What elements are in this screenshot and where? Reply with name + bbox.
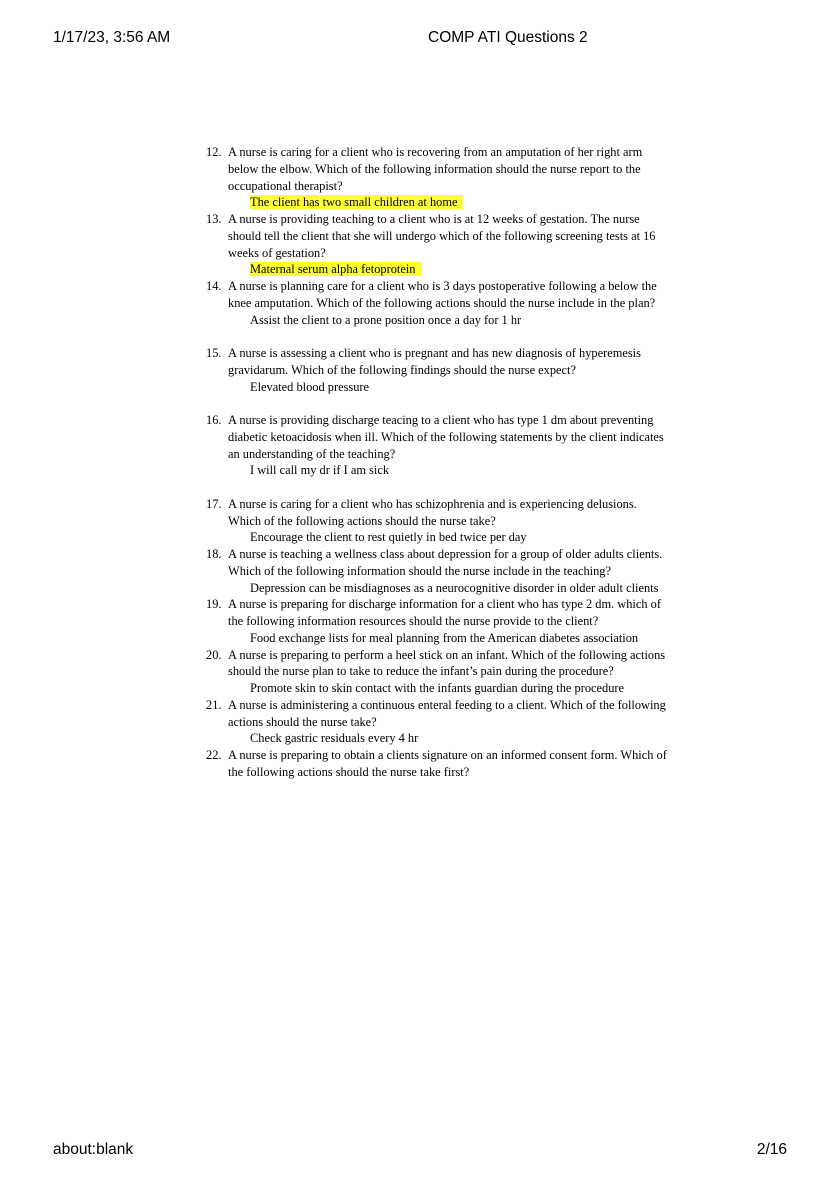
answer-17 [186, 529, 670, 546]
question-number: 14. [206, 279, 222, 293]
question-number: 21. [206, 697, 222, 712]
answer-text: Encourage the client to rest quietly in bed twice per day [250, 530, 527, 545]
question-number: 19. [206, 597, 222, 612]
question-text: A nurse is planning care for a client who is 3 days postoperative following a below the knee amputation. Which of the following actions should the nurse include in the plan? [228, 279, 657, 310]
page-url: about:blank [53, 1141, 134, 1158]
answer-13 [186, 261, 670, 278]
question-text: A nurse is administering a continuous enteral feeding to a client. Which of the following actions should the nurse take? [228, 697, 666, 729]
question-14 [186, 278, 670, 312]
answer-text: Food exchange lists for meal planning from the American diabetes association [250, 630, 639, 645]
question-text: A nurse is preparing for discharge information for a client who has type 2 dm. which of the following information resources should the nurse provide to the client? [228, 597, 661, 628]
question-text: A nurse is teaching a wellness class about depression for a group of older adults clients. Which of the following information should the nurse include in the teaching? [228, 547, 663, 578]
answer-text-highlighted: The client has two small children at home [250, 195, 463, 209]
answer-text: Promote skin to skin contact with the infants guardian during the procedure [250, 681, 625, 695]
print-datetime: 1/17/23, 3:56 AM [53, 29, 171, 46]
question-text: A nurse is preparing to perform a heel stick on an infant. Which of the following actions should the nurse plan to take to reduce the infant’s pain during the procedure? [228, 647, 666, 679]
question-15 [186, 345, 670, 379]
answer-text: Assist the client to a prone position once a day for 1 hr [250, 312, 522, 327]
question-number: 15. [206, 346, 222, 360]
question-21 [186, 697, 670, 731]
question-17 [186, 496, 670, 530]
question-text: A nurse is providing teaching to a client who is at 12 weeks of gestation. The nurse should tell the client that she will undergo which of the following screening tests at 16 weeks of gestation? [228, 212, 656, 260]
question-number: 18. [206, 547, 222, 561]
answer-19 [186, 630, 670, 647]
question-19 [186, 596, 670, 630]
answer-21 [186, 730, 670, 747]
blank-line [186, 395, 670, 412]
question-18 [186, 546, 670, 580]
question-12 [186, 144, 670, 194]
question-number: 22. [206, 748, 222, 762]
document-title: COMP ATI Questions 2 [428, 29, 588, 46]
answer-16 [186, 462, 670, 479]
question-text: A nurse is preparing to obtain a clients signature on an informed consent form. Which of the following actions should the nurse take first? [228, 748, 667, 779]
question-16 [186, 412, 670, 462]
answer-text: Elevated blood pressure [250, 379, 370, 394]
page-number: 2/16 [756, 1141, 787, 1158]
question-text: A nurse is caring for a client who is recovering from an amputation of her right arm below the elbow. Which of the following information should the nurse report to the occupational therapist? [228, 145, 643, 193]
answer-12 [186, 194, 670, 211]
answer-20 [186, 680, 670, 697]
answer-15 [186, 379, 670, 396]
question-text: A nurse is caring for a client who has schizophrenia and is experiencing delusions. Which of the following actions should the nurse take? [228, 496, 637, 528]
question-text: A nurse is providing discharge teacing to a client who has type 1 dm about preventing diabetic ketoacidosis when ill. Which of the following statements by the client indicates an understanding of the teaching? [228, 413, 664, 461]
question-number: 17. [206, 496, 222, 511]
answer-18 [186, 580, 670, 597]
question-number: 20. [206, 647, 222, 662]
answer-text: Check gastric residuals every 4 hr [250, 731, 419, 746]
question-number: 16. [206, 413, 222, 427]
answer-text: I will call my dr if I am sick [250, 463, 390, 478]
answer-text: Depression can be misdiagnoses as a neurocognitive disorder in older adult clients [250, 580, 659, 595]
question-text: A nurse is assessing a client who is pregnant and has new diagnosis of hyperemesis gravidarum. Which of the following findings should the nurse expect? [228, 346, 641, 377]
blank-line [186, 479, 670, 496]
question-13 [186, 211, 670, 261]
question-list [186, 144, 670, 781]
question-number: 13. [206, 212, 222, 226]
question-20 [186, 647, 670, 681]
blank-line [186, 328, 670, 345]
answer-14 [186, 312, 670, 329]
question-22 [186, 747, 670, 781]
answer-text-highlighted: Maternal serum alpha fetoprotein [250, 262, 422, 276]
question-number: 12. [206, 145, 222, 159]
